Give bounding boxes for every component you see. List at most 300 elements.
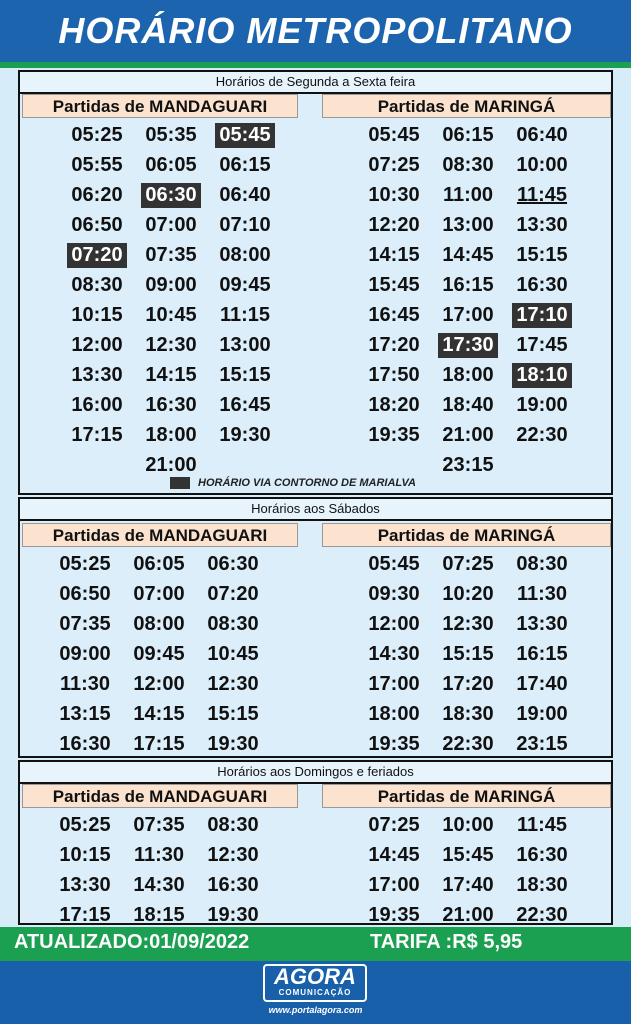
time-value: 18:10	[512, 363, 571, 388]
time-cell	[431, 360, 505, 390]
time-value: 10:45	[207, 642, 259, 665]
sunday-section	[18, 760, 613, 925]
time-cell	[357, 549, 431, 579]
time-value: 07:10	[219, 213, 271, 236]
time-cell	[134, 180, 208, 210]
time-cell	[48, 639, 122, 669]
time-cell	[48, 699, 122, 729]
time-value: 12:30	[145, 333, 197, 356]
time-cell	[134, 360, 208, 390]
time-cell	[505, 360, 579, 390]
time-value: 11:30	[516, 582, 568, 605]
time-cell	[48, 609, 122, 639]
time-value: 13:00	[219, 333, 271, 356]
time-value: 13:30	[516, 612, 568, 635]
time-cell	[48, 549, 122, 579]
fare-text: TARIFA :R$ 5,95	[370, 931, 523, 953]
time-value: 08:00	[133, 612, 185, 635]
time-cell	[208, 360, 282, 390]
time-cell	[431, 900, 505, 930]
time-value: 18:40	[442, 393, 494, 416]
time-value: 06:30	[207, 552, 259, 575]
time-cell	[505, 330, 579, 360]
time-value: 10:30	[368, 183, 420, 206]
time-cell	[208, 300, 282, 330]
time-cell	[122, 840, 196, 870]
time-cell	[505, 699, 579, 729]
time-value: 17:00	[368, 873, 420, 896]
time-cell	[505, 549, 579, 579]
time-value: 16:15	[516, 642, 568, 665]
time-cell	[196, 669, 270, 699]
time-value: 17:50	[368, 363, 420, 386]
time-value: 07:20	[207, 582, 259, 605]
time-value: 09:30	[368, 582, 420, 605]
time-value: 17:45	[516, 333, 568, 356]
time-cell	[357, 390, 431, 420]
time-value: 06:50	[59, 582, 111, 605]
time-value: 10:15	[71, 303, 123, 326]
time-value: 19:35	[368, 732, 420, 755]
time-value: 07:35	[59, 612, 111, 635]
time-cell	[505, 240, 579, 270]
sunday-right-grid	[357, 810, 579, 930]
time-value: 22:30	[516, 423, 568, 446]
time-cell	[122, 609, 196, 639]
time-value: 05:45	[368, 123, 420, 146]
time-value: 12:00	[368, 612, 420, 635]
time-value: 09:45	[133, 642, 185, 665]
time-value: 15:15	[207, 702, 259, 725]
legend-swatch	[170, 477, 190, 489]
time-value: 19:00	[516, 702, 568, 725]
time-cell	[357, 450, 431, 480]
time-value: 06:05	[145, 153, 197, 176]
time-cell	[134, 210, 208, 240]
time-value: 18:30	[516, 873, 568, 896]
time-value: 19:30	[219, 423, 271, 446]
time-cell	[505, 900, 579, 930]
legend-text: HORÁRIO VIA CONTORNO DE MARIALVA	[198, 477, 416, 489]
time-cell	[208, 150, 282, 180]
time-value: 18:20	[368, 393, 420, 416]
time-cell	[60, 450, 134, 480]
time-cell	[505, 270, 579, 300]
time-value: 17:00	[368, 672, 420, 695]
time-value: 06:15	[442, 123, 494, 146]
time-cell	[48, 810, 122, 840]
time-cell	[196, 870, 270, 900]
time-cell	[505, 609, 579, 639]
time-value: 16:15	[442, 273, 494, 296]
time-cell	[357, 180, 431, 210]
time-cell	[431, 270, 505, 300]
time-cell	[208, 210, 282, 240]
time-cell	[122, 810, 196, 840]
time-value: 19:30	[207, 732, 259, 755]
time-cell	[60, 120, 134, 150]
time-value: 13:15	[59, 702, 111, 725]
time-cell	[208, 390, 282, 420]
time-value: 16:00	[71, 393, 123, 416]
time-value: 07:25	[442, 552, 494, 575]
time-value: 10:00	[516, 153, 568, 176]
time-cell	[208, 450, 282, 480]
time-cell	[505, 669, 579, 699]
time-cell	[208, 180, 282, 210]
time-value: 06:05	[133, 552, 185, 575]
time-value: 17:20	[368, 333, 420, 356]
time-cell	[60, 300, 134, 330]
time-cell	[196, 639, 270, 669]
time-value: 06:40	[219, 183, 271, 206]
time-cell	[431, 180, 505, 210]
time-value: 09:45	[219, 273, 271, 296]
time-cell	[134, 150, 208, 180]
time-cell	[60, 240, 134, 270]
time-cell	[505, 579, 579, 609]
sunday-title: Horários aos Domingos e feriados	[20, 762, 611, 784]
time-cell	[431, 579, 505, 609]
time-value: 19:35	[368, 903, 420, 926]
saturday-title: Horários aos Sábados	[20, 499, 611, 521]
time-value: 18:00	[442, 363, 494, 386]
time-value: 06:40	[516, 123, 568, 146]
time-value: 14:30	[133, 873, 185, 896]
time-value: 10:00	[442, 813, 494, 836]
time-cell	[60, 390, 134, 420]
time-cell	[505, 450, 579, 480]
saturday-right-head: Partidas de MARINGÁ	[322, 523, 611, 547]
time-cell	[196, 579, 270, 609]
time-value: 11:45	[516, 813, 568, 836]
time-cell	[357, 300, 431, 330]
time-cell	[505, 420, 579, 450]
legend	[170, 477, 416, 489]
time-value	[93, 464, 101, 466]
time-value: 10:20	[442, 582, 494, 605]
time-cell	[196, 900, 270, 930]
time-cell	[357, 900, 431, 930]
time-cell	[505, 300, 579, 330]
time-value: 14:15	[133, 702, 185, 725]
time-value: 06:30	[141, 183, 200, 208]
time-value: 16:30	[59, 732, 111, 755]
time-cell	[134, 240, 208, 270]
time-cell	[505, 390, 579, 420]
time-cell	[357, 360, 431, 390]
time-cell	[122, 900, 196, 930]
time-value: 17:00	[442, 303, 494, 326]
time-value: 16:30	[516, 273, 568, 296]
time-cell	[122, 699, 196, 729]
time-cell	[48, 870, 122, 900]
time-cell	[431, 639, 505, 669]
time-value: 07:20	[67, 243, 126, 268]
page-title: HORÁRIO METROPOLITANO	[58, 10, 573, 51]
time-cell	[208, 120, 282, 150]
agora-logo	[263, 964, 367, 1002]
time-value: 15:45	[368, 273, 420, 296]
saturday-left-head: Partidas de MANDAGUARI	[22, 523, 298, 547]
time-value: 18:30	[442, 702, 494, 725]
time-cell	[505, 729, 579, 759]
time-value: 13:30	[59, 873, 111, 896]
time-cell	[196, 840, 270, 870]
time-cell	[431, 420, 505, 450]
brand-footer	[0, 961, 631, 1024]
time-value: 05:35	[145, 123, 197, 146]
time-value: 16:45	[368, 303, 420, 326]
time-value: 17:15	[71, 423, 123, 446]
time-cell	[48, 840, 122, 870]
time-cell	[431, 609, 505, 639]
time-value: 05:25	[71, 123, 123, 146]
time-value: 11:30	[59, 672, 111, 695]
time-value: 12:20	[368, 213, 420, 236]
time-value: 23:15	[516, 732, 568, 755]
time-cell	[60, 330, 134, 360]
time-cell	[357, 330, 431, 360]
sunday-left-grid	[48, 810, 270, 930]
time-cell	[122, 669, 196, 699]
time-cell	[357, 609, 431, 639]
time-value: 09:00	[145, 273, 197, 296]
time-value: 13:30	[516, 213, 568, 236]
time-value	[390, 464, 398, 466]
time-cell	[60, 150, 134, 180]
time-cell	[431, 840, 505, 870]
time-value: 17:15	[59, 903, 111, 926]
time-cell	[134, 330, 208, 360]
time-value: 22:30	[516, 903, 568, 926]
time-cell	[431, 870, 505, 900]
sunday-right-head: Partidas de MARINGÁ	[322, 784, 611, 808]
time-cell	[431, 240, 505, 270]
time-value: 07:00	[145, 213, 197, 236]
time-value: 07:25	[368, 153, 420, 176]
time-cell	[505, 150, 579, 180]
time-value: 07:35	[145, 243, 197, 266]
time-value: 08:30	[207, 612, 259, 635]
time-cell	[505, 180, 579, 210]
time-cell	[505, 120, 579, 150]
time-cell	[431, 810, 505, 840]
time-value: 12:30	[442, 612, 494, 635]
time-cell	[357, 639, 431, 669]
time-value: 15:45	[442, 843, 494, 866]
time-cell	[505, 210, 579, 240]
time-cell	[357, 870, 431, 900]
time-cell	[357, 150, 431, 180]
time-value: 13:00	[442, 213, 494, 236]
time-cell	[208, 420, 282, 450]
time-value: 22:30	[442, 732, 494, 755]
time-value: 05:55	[71, 153, 123, 176]
time-value: 19:30	[207, 903, 259, 926]
saturday-section	[18, 497, 613, 758]
weekday-title: Horários de Segunda a Sexta feira	[20, 72, 611, 94]
time-value: 16:30	[207, 873, 259, 896]
time-value: 23:15	[442, 453, 494, 476]
time-value: 06:50	[71, 213, 123, 236]
time-cell	[431, 120, 505, 150]
time-cell	[431, 549, 505, 579]
time-value: 12:00	[133, 672, 185, 695]
weekday-left-head: Partidas de MANDAGUARI	[22, 94, 298, 118]
time-cell	[196, 549, 270, 579]
time-value: 15:15	[219, 363, 271, 386]
time-value: 21:00	[145, 453, 197, 476]
time-cell	[357, 270, 431, 300]
sunday-left-head: Partidas de MANDAGUARI	[22, 784, 298, 808]
time-value: 08:30	[71, 273, 123, 296]
time-value: 06:20	[71, 183, 123, 206]
time-cell	[357, 840, 431, 870]
time-cell	[431, 330, 505, 360]
time-cell	[357, 699, 431, 729]
time-cell	[208, 270, 282, 300]
time-value: 18:00	[368, 702, 420, 725]
time-cell	[505, 810, 579, 840]
time-cell	[60, 420, 134, 450]
time-cell	[134, 450, 208, 480]
time-value: 19:00	[516, 393, 568, 416]
time-cell	[357, 210, 431, 240]
time-cell	[505, 840, 579, 870]
time-value: 21:00	[442, 903, 494, 926]
time-value: 14:45	[368, 843, 420, 866]
time-cell	[196, 729, 270, 759]
time-value: 10:45	[145, 303, 197, 326]
time-value: 11:15	[219, 303, 271, 326]
time-value: 05:25	[59, 552, 111, 575]
time-cell	[196, 810, 270, 840]
time-value: 05:45	[215, 123, 274, 148]
weekday-right-grid	[357, 120, 579, 480]
time-value: 19:35	[368, 423, 420, 446]
time-value: 10:15	[59, 843, 111, 866]
time-cell	[48, 900, 122, 930]
schedule-area	[0, 68, 631, 928]
time-cell	[48, 579, 122, 609]
time-value: 12:30	[207, 843, 259, 866]
time-value: 17:40	[442, 873, 494, 896]
time-cell	[505, 639, 579, 669]
time-cell	[357, 240, 431, 270]
time-cell	[357, 120, 431, 150]
time-cell	[431, 729, 505, 759]
time-cell	[134, 420, 208, 450]
weekday-right-head: Partidas de MARINGÁ	[322, 94, 611, 118]
time-cell	[431, 150, 505, 180]
weekday-section	[18, 70, 613, 495]
time-cell	[357, 669, 431, 699]
time-cell	[122, 549, 196, 579]
time-cell	[431, 450, 505, 480]
time-cell	[134, 270, 208, 300]
time-value: 17:30	[438, 333, 497, 358]
time-value: 13:30	[71, 363, 123, 386]
time-cell	[60, 360, 134, 390]
time-value: 06:15	[219, 153, 271, 176]
footer-bar	[0, 927, 631, 961]
time-cell	[431, 210, 505, 240]
time-value: 08:30	[442, 153, 494, 176]
time-value: 12:30	[207, 672, 259, 695]
time-value: 17:10	[512, 303, 571, 328]
time-cell	[134, 120, 208, 150]
time-value: 16:30	[145, 393, 197, 416]
time-value	[538, 464, 546, 466]
time-cell	[208, 240, 282, 270]
time-value: 17:40	[516, 672, 568, 695]
time-cell	[134, 390, 208, 420]
time-value: 05:25	[59, 813, 111, 836]
time-value: 09:00	[59, 642, 111, 665]
time-cell	[48, 669, 122, 699]
time-value: 14:15	[368, 243, 420, 266]
time-value: 11:00	[442, 183, 494, 206]
time-cell	[134, 300, 208, 330]
time-cell	[505, 870, 579, 900]
time-value: 16:30	[516, 843, 568, 866]
time-value: 08:30	[516, 552, 568, 575]
time-cell	[431, 699, 505, 729]
time-value: 14:15	[145, 363, 197, 386]
saturday-left-grid	[48, 549, 270, 759]
updated-date: ATUALIZADO:01/09/2022	[14, 931, 250, 953]
time-cell	[431, 669, 505, 699]
time-cell	[196, 699, 270, 729]
time-value: 11:30	[133, 843, 185, 866]
time-value: 17:15	[133, 732, 185, 755]
time-value: 21:00	[442, 423, 494, 446]
logo-subtext: COMUNICAÇÃO	[278, 988, 352, 997]
saturday-right-grid	[357, 549, 579, 759]
weekday-left-grid	[60, 120, 282, 480]
time-value: 18:15	[133, 903, 185, 926]
website-link[interactable]: www.portalagora.com	[268, 1005, 363, 1015]
time-cell	[208, 330, 282, 360]
time-value: 17:20	[442, 672, 494, 695]
time-value: 18:00	[145, 423, 197, 446]
time-cell	[196, 609, 270, 639]
time-value: 14:45	[442, 243, 494, 266]
time-value	[241, 464, 249, 466]
logo-text: AGORA	[274, 964, 356, 989]
time-cell	[122, 579, 196, 609]
time-cell	[122, 639, 196, 669]
time-value: 08:00	[219, 243, 271, 266]
time-cell	[60, 180, 134, 210]
time-cell	[60, 270, 134, 300]
header-bar	[0, 0, 631, 66]
time-value: 12:00	[71, 333, 123, 356]
time-value: 07:35	[133, 813, 185, 836]
time-cell	[122, 870, 196, 900]
time-value: 14:30	[368, 642, 420, 665]
time-cell	[357, 420, 431, 450]
time-value: 05:45	[368, 552, 420, 575]
time-value: 07:25	[368, 813, 420, 836]
time-cell	[357, 579, 431, 609]
time-value: 15:15	[442, 642, 494, 665]
time-cell	[357, 810, 431, 840]
time-value: 08:30	[207, 813, 259, 836]
time-value: 16:45	[219, 393, 271, 416]
time-cell	[431, 300, 505, 330]
